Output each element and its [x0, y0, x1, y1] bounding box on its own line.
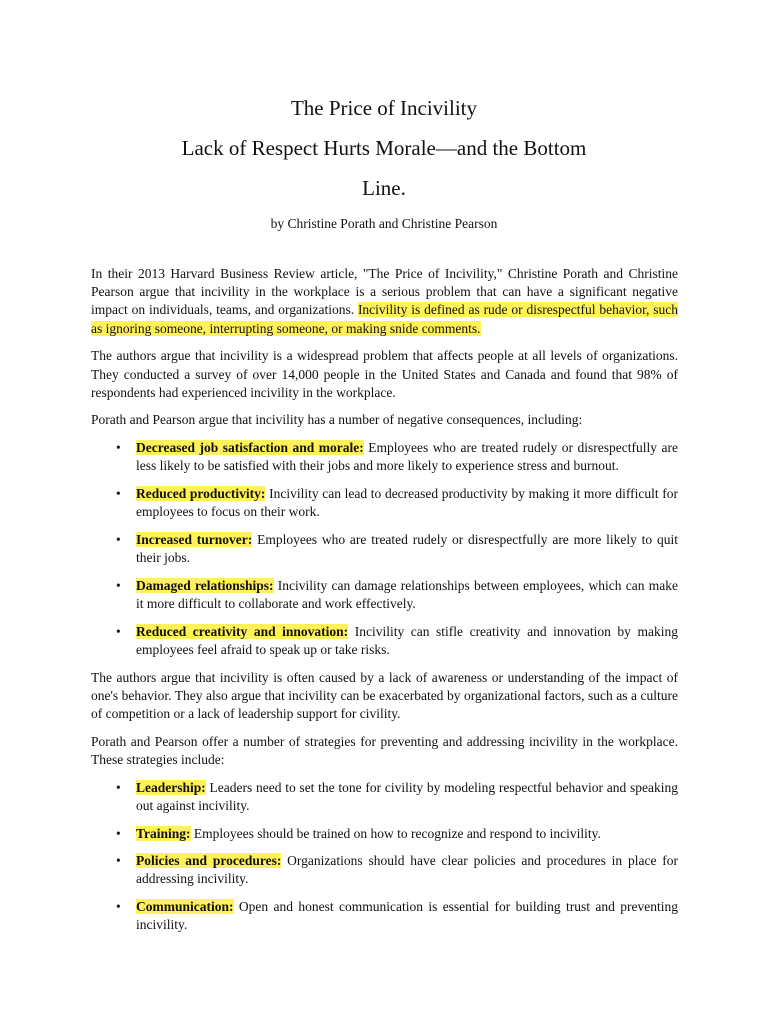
- strategies-intro: Porath and Pearson offer a number of strategies for preventing and addressing incivility in the workplace. These strategies include:: [91, 733, 678, 767]
- causes-paragraph: The authors argue that incivility is often caused by a lack of awareness or understanding of the impact of one's behavior. They also argue that incivility can be exacerbated by organizational factors, such as a culture of competition or a lack of leadership support for civility.: [91, 669, 678, 722]
- list-item-text: Organizations should have clear policies and procedures in place for addressing incivility.: [136, 853, 678, 887]
- document-subtitle-line1: Lack of Respect Hurts Morale—and the Bottom: [181, 136, 587, 160]
- strategies-list: [91, 779, 678, 935]
- list-item-text: Leaders need to set the tone for civility by modeling respectful behavior and speaking out against incivility.: [136, 779, 678, 813]
- bullet-icon: •: [116, 825, 121, 841]
- bullet-icon: •: [116, 486, 121, 502]
- document-subtitle-line2: Line.: [362, 176, 406, 200]
- list-item: [91, 439, 678, 475]
- list-item-term: Damaged relationships:: [136, 577, 274, 593]
- list-item-term: Reduced productivity:: [136, 486, 266, 502]
- title-block: [0, 88, 768, 232]
- list-item: [91, 623, 678, 659]
- survey-paragraph: The authors argue that incivility is a widespread problem that affects people at all levels of organizations. They conducted a survey of over 14,000 people in the United States and Canada and found that 98% of respondents had experienced incivility in the workplace.: [91, 348, 678, 400]
- list-item: [91, 577, 678, 613]
- bullet-icon: •: [116, 531, 121, 547]
- list-item-term: Leadership:: [136, 779, 206, 795]
- list-item: [91, 779, 678, 815]
- bullet-icon: •: [116, 440, 121, 456]
- list-item-term: Increased turnover:: [136, 531, 253, 547]
- document-body: [91, 265, 678, 944]
- highlighted-definition: Incivility is defined as rude or disrespectful behavior, such as ignoring someone, interrupting someone, or making snide comments.: [91, 302, 678, 336]
- list-item-text: Incivility can damage relationships between employees, which can make it more difficult to collaborate and work effectively.: [136, 577, 678, 612]
- list-item-text: Employees who are treated rudely or disrespectfully are less likely to be satisfied with their jobs and more likely to experience stress and burnout.: [136, 440, 678, 474]
- list-item-term: Communication:: [136, 899, 234, 915]
- list-item-term: Reduced creativity and innovation:: [136, 623, 349, 639]
- intro-paragraph: [91, 265, 678, 338]
- list-item: [91, 531, 678, 567]
- list-item-text: Employees who are treated rudely or disrespectfully are more likely to quit their jobs.: [136, 531, 678, 566]
- document-title: The Price of Incivility: [290, 96, 478, 120]
- consequences-list: [91, 439, 678, 659]
- list-item-text: Incivility can stifle creativity and innovation by making employees feel afraid to speak up or take risks.: [136, 623, 678, 657]
- bullet-icon: •: [116, 779, 121, 795]
- list-item: [91, 485, 678, 521]
- bullet-icon: •: [116, 853, 121, 869]
- list-item-text: Open and honest communication is essential for building trust and preventing incivility.: [136, 899, 678, 933]
- list-item-text: Incivility can lead to decreased productivity by making it more difficult for employees to focus on their work.: [136, 486, 678, 520]
- intro-text: In their 2013 Harvard Business Review article, "The Price of Incivility," Christine Porath and Christine Pearson argue that incivility in the workplace is a serious problem that can have a significant negative impact on individuals, teams, and organizations.: [91, 266, 678, 318]
- list-item: [91, 898, 678, 934]
- byline: by Christine Porath and Christine Pearson: [270, 216, 498, 231]
- list-item: [91, 852, 678, 888]
- list-item-term: Decreased job satisfaction and morale:: [136, 440, 364, 456]
- consequences-intro: Porath and Pearson argue that incivility has a number of negative consequences, including:: [91, 412, 583, 428]
- bullet-icon: •: [116, 899, 121, 915]
- list-item-term: Training:: [136, 825, 191, 841]
- bullet-icon: •: [116, 577, 121, 593]
- list-item-term: Policies and procedures:: [136, 853, 282, 869]
- list-item: [91, 825, 678, 843]
- bullet-icon: •: [116, 623, 121, 639]
- list-item-text: Employees should be trained on how to recognize and respond to incivility.: [190, 825, 601, 841]
